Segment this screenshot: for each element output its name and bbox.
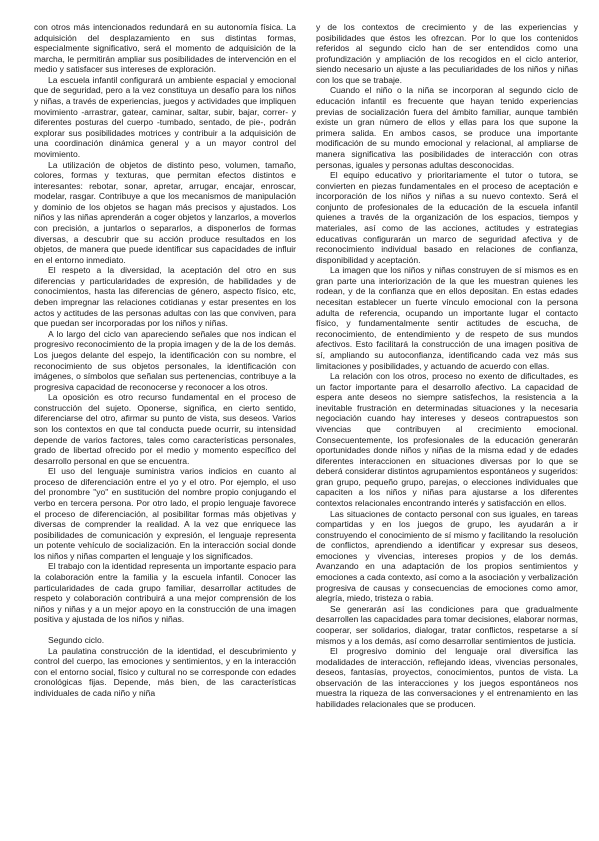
paragraph: El uso del lenguaje suministra varios indicios en cuanto al proceso de diferenciación entre el yo y el otro. Por ejemplo, el uso del pronombre "yo" en sustitución del nombre propio conjugando el verbo en tercera persona. Por otro lado, el propio lenguaje favorece el proceso de diferenciación, al posibilitar formas más objetivas y diversas de comprender la realidad. A la vez que enriquece las posibilidades de comunicación y expresión, el lenguaje representa un potente vehículo de socialización. En la interacción social donde los niños y niñas comparten el lenguaje y los significados.: [34, 466, 296, 561]
paragraph: Se generarán así las condiciones para que gradualmente desarrollen las capacidades para tomar decisiones, elaborar normas, cooperar, ser solidarios, dialogar, tratar conflictos, respetarse a sí mismos y a los demás, así como desarrollar sentimientos de justicia.: [316, 603, 578, 646]
paragraph: El respeto a la diversidad, la aceptación del otro en sus diferencias y particularidades de expresión, de habilidades y de conocimientos, hasta las diferencias de género, aspecto físico, etc, deben impregnar las relaciones cotidianas y estar presentes en los actos y actitudes de las personas adultas con las que conviven, para que puedan ser incorporadas por los niños y niñas.: [34, 265, 296, 329]
left-column: [34, 22, 296, 817]
paragraph: La imagen que los niños y niñas construyen de sí mismos es en gran parte una interiorización de la que les muestran quienes les rodean, y de la confianza que en ellos depositan. En estas edades necesitan establecer un fuerte vínculo emocional con la persona adulta de referencia, ocupando un importante lugar el contacto físico, y fundamentalmente sentir actitudes de escucha, de reconocimiento, de entendimiento y de respeto de sus mundos afectivos. Esto facilitará la construcción de una imagen positiva de sí, ampliando su autoconfianza, identificando cada vez más sus limitaciones y posibilidades, y actuando de acuerdo con ellas.: [316, 265, 578, 371]
paragraph: El progresivo dominio del lenguaje oral diversifica las modalidades de interacción, reflejando ideas, vivencias personales, deseos, fantasías, proyectos, conocimientos, puntos de vista. La observación de las interacciones y los juegos espontáneos nos muestra la riqueza de las conversaciones y el entrenamiento en las habilidades relacionales que se producen.: [316, 646, 578, 709]
paragraph: y de los contextos de crecimiento y de las experiencias y posibilidades que éstos les ofrezcan. Por lo que los contenidos referidos al segundo ciclo han de ser entendidos como una profundización y ampliación de los recogidos en el ciclo anterior, siendo necesario un ajuste a las peculiaridades de los niños y niñas con los que se trabaje.: [316, 22, 578, 85]
paragraph: La utilización de objetos de distinto peso, volumen, tamaño, colores, formas y texturas, que permitan efectos distintos e interesantes: rebotar, sonar, apretar, arrugar, encajar, enroscar, modelar, rasgar. Contribuye a que los mecanismos de manipulación y dominio de los objetos se hagan más precisos y ajustados. Los niños y las niñas aprenderán a coger objetos y lanzarlos, a moverlos con precisión, a juntarlos o separarlos, a disponerlos de formas diversas, a descubrir que su acción produce resultados en los objetos, de manera que puede identificar sus capacidades de influir en el entorno inmediato.: [34, 159, 296, 265]
right-column: [316, 22, 578, 817]
paragraph: Las situaciones de contacto personal con sus iguales, en tareas compartidas y en los juegos de grupo, les ayudarán a ir construyendo el conocimiento de sí mismo y facilitando la resolución de conflictos, aprendiendo a identificar y expresar sus deseos, emociones y vivencias, intereses propios y de los demás. Avanzando en una adaptación de los propios sentimientos y emociones a cada contexto, así como a la asociación y verbalización progresiva de causas y consecuencias de emociones como amor, alegría, miedo, tristeza o rabia.: [316, 508, 578, 604]
two-column-layout: [34, 22, 579, 817]
paragraph: La paulatina construcción de la identidad, el descubrimiento y control del cuerpo, las emociones y sentimientos, y en la interacción con el entorno social, físico y cultural no se corresponde con edades cronológicas fijas. Depende, más bien, de las características individuales de cada niño y niña: [34, 645, 296, 698]
paragraph: A lo largo del ciclo van apareciendo señales que nos indican el progresivo reconocimiento de la propia imagen y de la de los demás. Los juegos delante del espejo, la identificación con su nombre, el reconocimiento de sus objetos personales, la identificación con imágenes, o símbolos que señalan sus pertenencias, contribuye a la progresiva capacidad de reconocerse y reconocer a los otros.: [34, 328, 296, 392]
paragraph: La relación con los otros, proceso no exento de dificultades, es un factor importante para el desarrollo afectivo. La capacidad de espera ante deseos no siempre satisfechos, la resistencia a la inevitable frustración en determinadas situaciones y la necesaria negociación cuando hay intereses y deseos contrapuestos son vivencias que contribuyen al crecimiento emocional. Consecuentemente, los profesionales de la educación generarán oportunidades donde niños y niñas de la misma edad y de edades diferentes interaccionen en situaciones diversas por lo que se deberá considerar distintos agrupamientos espontáneos y sugeridos: gran grupo, pequeño grupo, parejas, o elecciones individuales que capaciten a los niños y niñas para ajustarse a los diferentes contextos relacionales encontrando interés y satisfacción en ellos.: [316, 371, 578, 509]
paragraph: El equipo educativo y prioritariamente el tutor o tutora, se convierten en piezas fundamentales en el proceso de aceptación e incorporación de los niños y niñas a su nuevo contexto. Será el conjunto de profesionales de la educación de la escuela infantil quienes a través de la organización de los espacios, tiempos y materiales, así como de las acciones, actitudes y estrategias educativas configurarán un marco de seguridad afectiva y de reconocimiento individual basado en relaciones de confianza, disponibilidad y aceptación.: [316, 170, 578, 265]
section-heading: Segundo ciclo.: [48, 634, 105, 645]
paragraph: La escuela infantil configurará un ambiente espacial y emocional que de seguridad, pero a la vez constituya un desafío para los niños y niñas, a través de experiencias, juegos y actividades que impliquen movimiento -arrastrar, gatear, caminar, saltar, subir, bajar, correr- y diferentes posturas del cuerpo -tumbado, sentado, de pie-, podrán explorar sus posibilidades motrices y contribuir a la adquisición de una coordinación dinámica general y a un mayor control del movimiento.: [34, 74, 296, 159]
paragraph: El trabajo con la identidad representa un importante espacio para la colaboración entre la familia y la escuela infantil. Conocer las particularidades de cada grupo familiar, desarrollar actitudes de respeto y colaboración contribuirá a una mejor comprensión de los niños y niñas y a un mejor apoyo en la construcción de una imagen positiva y ajustada de los niños y niñas.: [34, 561, 296, 625]
paragraph: Cuando el niño o la niña se incorporan al segundo ciclo de educación infantil es frecuente que hayan tenido experiencias previas de socialización fuera del ámbito familiar, aunque también existe un gran número de ellos y ellas para los que supone la primera salida. En ambos casos, se produce una importante modificación de su mundo emocional y relacional, al ampliarse de manera significativa las posibilidades de interacción con otras personas, iguales y personas adultas desconocidas.: [316, 85, 578, 170]
paragraph: La oposición es otro recurso fundamental en el proceso de construcción del sujeto. Oponerse, significa, en cierto sentido, diferenciarse del otro, afirmar su punto de vista, sus deseos. Varios son los contextos en que tal conducta puede ocurrir, su intensidad depende de varios factores, tales como características personales, grado de libertad ofrecido por el medio y momento específico del desarrollo personal en que se encuentra.: [34, 392, 296, 466]
paragraph: con otros más intencionados redundará en su autonomía física. La adquisición del desplazamiento en sus distintas formas, especialmente significativo, será el momento de adquisición de la marcha, le permitirán ampliar sus posibilidades de intervención en el medio y satisfacer sus intereses de exploración.: [34, 22, 296, 75]
